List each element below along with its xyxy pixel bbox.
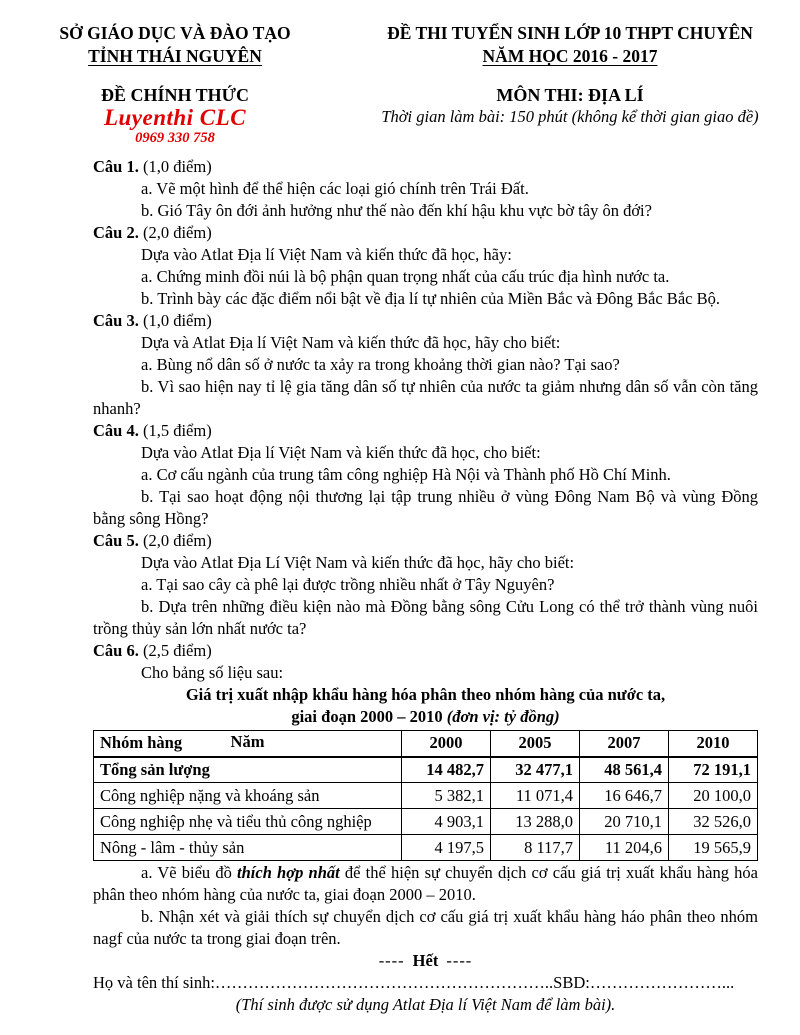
end-dash-left: ---- (378, 951, 405, 970)
sbd-dots: ……………………... (589, 973, 735, 992)
cell-value: 4 197,5 (402, 835, 491, 861)
question-4-intro: Dựa vào Atlat Địa lí Việt Nam và kiến thức đã học, cho biết: (141, 443, 541, 462)
cell-value: 32 477,1 (491, 757, 580, 783)
table-row-light-industry (94, 809, 758, 835)
issuing-department-block (0, 22, 350, 68)
table-unit-note: (đơn vị: tỷ đồng) (446, 707, 560, 726)
corner-label-year: Năm (230, 732, 265, 751)
question-3-label: Câu 3. (93, 311, 139, 330)
end-dash-right: ---- (446, 951, 473, 970)
table-corner-cell (94, 731, 402, 757)
task-a-emphasis: thích hợp nhất (237, 863, 340, 882)
question-1-item-a: a. Vẽ một hình để thể hiện các loại gió chính trên Trái Đất. (141, 179, 529, 198)
candidate-name-line (93, 972, 758, 994)
question-5-intro: Dựa vào Atlat Địa Lí Việt Nam và kiến thức đã học, hãy cho biết: (141, 553, 575, 572)
official-exam-label: ĐỀ CHÍNH THỨC (100, 85, 250, 105)
end-of-exam-marker (93, 950, 758, 972)
question-6-item-a (93, 862, 758, 906)
question-5-item-b: b. Dựa trên những điều kiện nào mà Đồng bằng sông Cửu Long có thể trở thành vùng nuôi trồng thủy sản lớn nhất nước ta? (93, 597, 758, 638)
cell-value: 11 204,6 (580, 835, 669, 861)
column-header-2005: 2005 (491, 731, 580, 757)
cell-value: 13 288,0 (491, 809, 580, 835)
question-4-label: Câu 4. (93, 421, 139, 440)
cell-value: 11 071,4 (491, 783, 580, 809)
exam-title: ĐỀ THI TUYỂN SINH LỚP 10 THPT CHUYÊN (387, 23, 753, 43)
cell-value: 20 710,1 (580, 809, 669, 835)
brand-phone-number: 0969 330 758 (135, 130, 215, 146)
cell-value: 48 561,4 (580, 757, 669, 783)
table-row-agri-forest-fish (94, 835, 758, 861)
table-title-period: giai đoạn 2000 – 2010 (291, 707, 447, 726)
row-label: Tổng sản lượng (94, 757, 402, 783)
atlas-permission-note: (Thí sinh được sử dụng Atlat Địa lí Việt Nam để làm bài). (235, 995, 616, 1014)
row-label: Nông - lâm - thủy sản (94, 835, 402, 861)
subject-title: MÔN THI: ĐỊA LÍ (496, 85, 644, 105)
cell-value: 32 526,0 (669, 809, 758, 835)
column-header-2010: 2010 (669, 731, 758, 757)
cell-value: 8 117,7 (491, 835, 580, 861)
candidate-name-dots: …………………………………………………….. (214, 973, 554, 992)
question-3-item-a: a. Bùng nổ dân số ở nước ta xảy ra trong khoảng thời gian nào? Tại sao? (141, 355, 620, 374)
cell-value: 19 565,9 (669, 835, 758, 861)
table-row-heavy-industry (94, 783, 758, 809)
end-word: Hết (412, 951, 439, 970)
question-2-item-a: a. Chứng minh đồi núi là bộ phận quan trọng nhất của cấu trúc địa hình nước ta. (141, 267, 670, 286)
header-second-row (0, 84, 800, 146)
question-6-heading (93, 640, 758, 662)
row-label: Công nghiệp nặng và khoáng sản (94, 783, 402, 809)
cell-value: 20 100,0 (669, 783, 758, 809)
school-year: NĂM HỌC 2016 - 2017 (482, 46, 658, 66)
column-header-2007: 2007 (580, 731, 669, 757)
question-1-heading (93, 156, 758, 178)
question-5-points: (2,0 điểm) (138, 531, 212, 550)
question-4-heading (93, 420, 758, 442)
task-a-post: để thể hiện sự chuyển dịch cơ cấu giá trị xuất khẩu hàng hóa phân theo nhóm hàng của nước ta, giai đoạn 2000 – 2010. (93, 863, 758, 904)
header-top-row (0, 22, 800, 68)
exam-title-block (350, 22, 800, 68)
column-header-2000: 2000 (402, 731, 491, 757)
question-3-intro: Dựa và Atlat Địa lí Việt Nam và kiến thức đã học, hãy cho biết: (141, 333, 561, 352)
question-2-points: (2,0 điểm) (138, 223, 212, 242)
question-3-heading (93, 310, 758, 332)
question-1-points: (1,0 điểm) (138, 157, 212, 176)
table-row-total (94, 757, 758, 783)
question-5-label: Câu 5. (93, 531, 139, 550)
official-block (0, 84, 350, 146)
question-6-intro: Cho bảng số liệu sau: (141, 663, 284, 682)
cell-value: 4 903,1 (402, 809, 491, 835)
question-3-item-b: b. Vì sao hiện nay tỉ lệ gia tăng dân số tự nhiên của nước ta giảm nhưng dân số vẫn còn tăng nhanh? (93, 377, 758, 418)
question-4-item-b: b. Tại sao hoạt động nội thương lại tập trung nhiều ở vùng Đông Nam Bộ và vùng Đồng bằng sông Hồng? (93, 487, 758, 528)
corner-label-group: Nhóm hàng (100, 732, 183, 752)
cell-value: 14 482,7 (402, 757, 491, 783)
question-2-intro: Dựa vào Atlat Địa lí Việt Nam và kiến thức đã học, hãy: (141, 245, 512, 264)
question-3-points: (1,0 điểm) (138, 311, 212, 330)
question-6-item-b: b. Nhận xét và giải thích sự chuyển dịch cơ cấu giá trị xuất khẩu hàng háo phân theo nhóm nagf của nước ta trong giai đoạn trên. (93, 907, 758, 948)
question-2-heading (93, 222, 758, 244)
cell-value: 16 646,7 (580, 783, 669, 809)
department-name: SỞ GIÁO DỤC VÀ ĐÀO TẠO (59, 23, 291, 43)
table-header-row (94, 731, 758, 757)
question-2-item-b: b. Trình bày các đặc điểm nổi bật về địa lí tự nhiên của Miền Bắc và Đông Bắc Bắc Bộ. (141, 289, 720, 308)
question-6-label: Câu 6. (93, 641, 139, 660)
subject-block (350, 84, 800, 146)
question-6-points: (2,5 điểm) (138, 641, 212, 660)
question-1-item-b: b. Gió Tây ôn đới ảnh hưởng như thế nào đến khí hậu khu vực bờ tây ôn đới? (141, 201, 652, 220)
cell-value: 5 382,1 (402, 783, 491, 809)
sbd-label: SBD: (553, 973, 590, 992)
question-5-item-a: a. Tại sao cây cà phê lại được trồng nhiều nhất ở Tây Nguyên? (141, 575, 555, 594)
candidate-name-label: Họ và tên thí sinh: (93, 973, 215, 992)
question-1-label: Câu 1. (93, 157, 139, 176)
row-label: Công nghiệp nhẹ và tiểu thủ công nghiệp (94, 809, 402, 835)
duration-note: Thời gian làm bài: 150 phút (không kể thời gian giao đề) (381, 107, 759, 126)
cell-value: 72 191,1 (669, 757, 758, 783)
table-title-line1: Giá trị xuất nhập khẩu hàng hóa phân theo nhóm hàng của nước ta, (185, 685, 666, 704)
exam-body (0, 146, 800, 1016)
province-name: TỈNH THÁI NGUYÊN (88, 46, 262, 66)
question-2-label: Câu 2. (93, 223, 139, 242)
question-4-item-a: a. Cơ cấu ngành của trung tâm công nghiệp Hà Nội và Thành phố Hồ Chí Minh. (141, 465, 671, 484)
question-5-heading (93, 530, 758, 552)
task-a-pre: a. Vẽ biểu đồ (141, 863, 238, 882)
question-4-points: (1,5 điểm) (138, 421, 212, 440)
data-table (93, 730, 758, 861)
table-title-line2 (93, 706, 758, 728)
brand-logo-text: Luyenthi CLC (103, 105, 247, 130)
